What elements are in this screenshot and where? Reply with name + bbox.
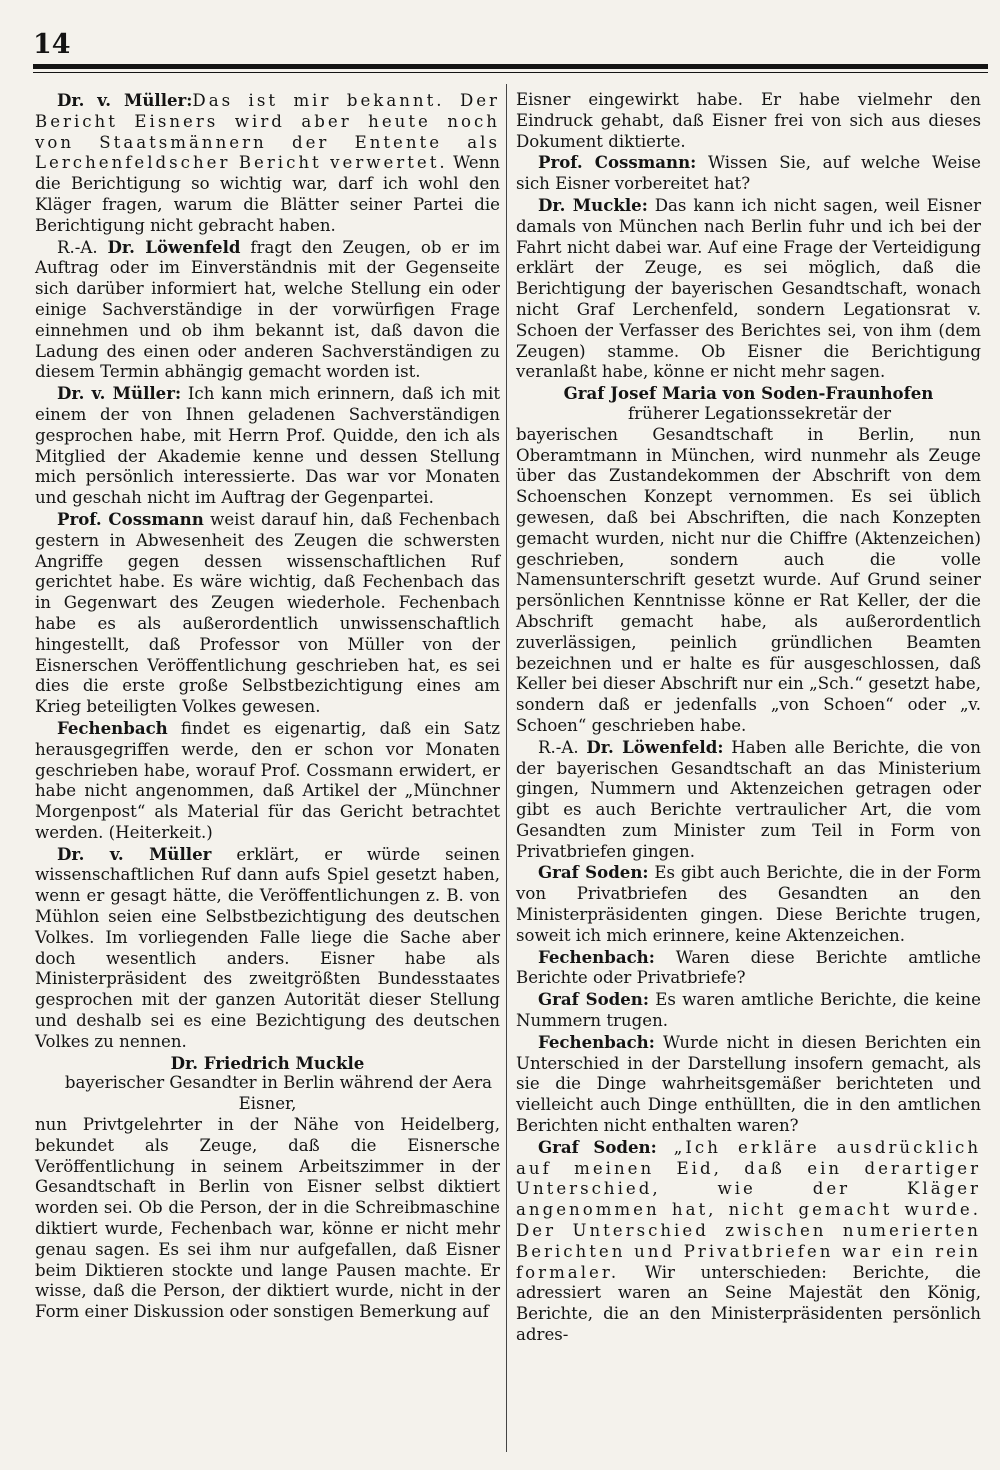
paragraph [516, 1032, 981, 1137]
paragraph-text: Haben alle Berichte, die von der bayerischen Gesandtschaft an das Ministerium gingen, Nummern und Aktenzeichen getragen oder gibt es auch Berichte vertraulicher Art, die vom Gesandten zum Minister zum Teil in Form von Privatbriefen gingen. [516, 737, 981, 861]
paragraph-text: nun Privtgelehrter in der Nähe von Heidelberg, bekundet als Zeuge, daß die Eisnersche Veröffentlichung in seinem Arbeitszimmer in der Gesandtschaft in Berlin von Eisner selbst diktiert worden sei. Ob die Person, der in die Schreibmaschine diktiert wurde, Fechenbach war, könne er nicht mehr genau sagen. Es sei ihm nur aufgefallen, daß Eisner beim Diktieren stockte und lange Pausen machte. Er wisse, daß die Person, der diktiert wurde, nicht in der Form einer Diskussion oder sonstigen Bemerkung auf [35, 1115, 500, 1322]
paragraph-text: Das kann ich nicht sagen, weil Eisner damals von München nach Berlin fuhr und ich bei der Fahrt nicht dabei war. Auf eine Frage der Verteidigung erklärt der Zeuge, es sei möglich, daß die Berichtigung der bayerischen Gesandtschaft, wonach nicht Graf Lerchenfeld, sondern Legationsrat v. Schoen der Verfasser des Berichtes sei, von ihm (dem Zeugen) stamme. Ob Eisner die Berichtigung veranlaßt habe, könne er nicht mehr sagen. [516, 195, 981, 382]
speaker-name: Dr. Löwenfeld: [586, 736, 724, 757]
paragraph [516, 90, 981, 152]
header-rule [33, 64, 988, 69]
page-number: 14 [33, 29, 71, 60]
speaker-name: Prof. Cossmann [57, 508, 204, 529]
speaker-name: Dr. Muckle: [538, 194, 648, 215]
paragraph [35, 383, 500, 509]
speaker-prefix: R.-A. [538, 737, 587, 757]
column-divider [506, 84, 507, 1452]
paragraph [35, 1115, 500, 1323]
paragraph [516, 195, 981, 383]
witness-heading: Graf Josef Maria von Soden-Fraunhofen [563, 383, 934, 404]
paragraph-text: Wir unterschieden: Berichte, die adressiert waren an Seine Majestät den König, Berichte, die an den Ministerpräsidenten persönlich adres- [516, 1262, 981, 1345]
emphasized-text: Das ist mir bekannt. Der Bericht Eisners wird aber heute noch von Staatsmännern der Entente als Lerchenfeldscher Bericht verwertet. [35, 91, 500, 173]
header-rule-thin [33, 72, 988, 73]
speaker-name: Fechenbach: [538, 946, 655, 967]
paragraph-text: erklärt, er würde seinen wissenschaftlichen Ruf dann aufs Spiel gesetzt haben, wenn er gesagt hätte, die Veröffentlichungen z. B. von Mühlon seien eine Selbstbezichtigung des deutschen Volkes. Im vorliegenden Falle liege die Sache aber doch wesentlich anders. Eisner habe als Ministerpräsident des zweitgrößten Bundesstaates gesprochen mit der ganzen Autorität dieser Stellung und deshalb sei es eine Bezichtigung des deutschen Volkes zu nennen. [35, 844, 500, 1051]
paragraph [516, 737, 981, 863]
emphasized-text: „Ich erkläre ausdrücklich auf meinen Eid, daß ein derartiger Unterschied, wie der Kläger angenommen hat, nicht gemacht wurde. Der Unterschied zwischen numerierten Berichten und Privatbriefen war ein rein formaler. [516, 1137, 982, 1282]
paragraph-text: Waren diese Berichte amtliche Berichte oder Privatbriefe? [516, 947, 981, 988]
speaker-name: Dr. v. Müller [57, 843, 212, 864]
witness-subheading: bayerischer Gesandter in Berlin während der Aera Eisner, [64, 1073, 493, 1114]
speaker-name: Graf Soden: [538, 862, 649, 883]
right-column [516, 90, 981, 1346]
paragraph-text: Es waren amtliche Berichte, die keine Nummern trugen. [516, 990, 982, 1031]
paragraph [35, 90, 500, 237]
paragraph [516, 1137, 981, 1346]
paragraph-text: Wissen Sie, auf welche Weise sich Eisner vorbereitet hat? [516, 153, 981, 194]
paragraph [35, 844, 500, 1053]
speaker-name: Fechenbach [57, 717, 168, 738]
speaker-name: Graf Soden: [538, 989, 649, 1010]
paragraph-text: Eisner eingewirkt habe. Er habe vielmehr den Eindruck gehabt, daß Eisner frei von sich aus dieses Dokument diktierte. [516, 90, 981, 151]
paragraph-text: bayerischen Gesandtschaft in Berlin, nun Oberamtmann in München, wird nunmehr als Zeuge über das Zustandekommen der Abschrift von dem Schoenschen Konzept vernommen. Es sei üblich gewesen, daß bei Abschriften, die nach Konzepten gemacht wurden, nicht nur die Chiffre (Aktenzeichen) geschrieben, sondern auch die volle Namensunterschrift gesetzt wurde. Auf Grund seiner persönlichen Kenntnisse könne er Rat Keller, der die Abschrift gemacht habe, als außerordentlich zuverlässigen, peinlich gründlichen Beamten bezeichnen und er halte es für ausgeschlossen, daß Keller bei dieser Abschrift nur ein „Sch.“ gesetzt habe, sondern daß er jedenfalls „von Schoen“ oder „v. Schoen“ geschrieben habe. [516, 424, 981, 735]
speaker-name: Dr. Löwenfeld [107, 236, 241, 257]
paragraph-text: findet es eigenartig, daß ein Satz herausgegriffen werde, den er schon vor Monaten geschrieben habe, worauf Prof. Cossmann erwidert, er habe nicht angenommen, daß Artikel der „Münchner Morgenpost“ als Material für das Gericht betrachtet werden. (Heiterkeit.) [35, 718, 500, 842]
paragraph-text: Es gibt auch Berichte, die in der Form von Privatbriefen des Gesandten an den Ministerpräsidenten gingen. Diese Berichte trugen, soweit ich mich erinnere, keine Aktenzeichen. [516, 863, 981, 945]
paragraph-text: weist darauf hin, daß Fechenbach gestern in Abwesenheit des Zeugen die schwersten Angriffe gegen dessen wissenschaftlichen Ruf gerichtet habe. Es wäre wichtig, daß Fechenbach das in Gegenwart des Zeugen wiederhole. Fechenbach habe es als außerordentlich unwissenschaftlich hingestellt, daß Professor von Müller von der Eisnerschen Veröffentlichung geschrieben hat, es sei dies die erste große Selbstbezichtigung eines am Krieg beteiligten Volkes gewesen. [35, 509, 500, 717]
paragraph [35, 718, 500, 844]
speaker-name: Fechenbach: [538, 1031, 655, 1052]
paragraph-text: fragt den Zeugen, ob er im Auftrag oder im Einverständnis mit der Gegenseite sich darüber informiert hat, welche Stellung ein oder einige Sachverständige in der vorwürfigen Frage einnehmen und ob ihm bekannt ist, daß davon die Ladung des einen oder anderen Sachverständigen zu diesem Termin abhängig gemacht worden ist. [35, 237, 500, 382]
witness-heading: Dr. Friedrich Muckle [170, 1052, 365, 1073]
speaker-prefix: R.-A. [57, 237, 108, 257]
speaker-name: Dr. v. Müller: [57, 383, 182, 404]
paragraph-text: Wenn die Berichtigung so wichtig war, darf ich wohl den Kläger fragen, warum die Blätter seiner Partei die Berichtigung nicht gebracht haben. [35, 153, 500, 235]
paragraph [516, 425, 981, 737]
paragraph-text: Ich kann mich erinnern, daß ich mit einem der von Ihnen geladenen Sachverständigen gesprochen habe, mit Herrn Prof. Quidde, den ich als Mitglied der Akademie kenne und dessen Stellung mich persönlich interessierte. Das war vor Monaten und geschah nicht im Auftrag der Gegenpartei. [35, 384, 500, 508]
speaker-name: Graf Soden: [538, 1136, 657, 1157]
speaker-name: Dr. v. Müller: [57, 90, 193, 110]
witness-subheading: früherer Legationssekretär der [627, 403, 892, 423]
paragraph [35, 509, 500, 718]
left-column [35, 90, 500, 1323]
paragraph [516, 152, 981, 195]
paragraph [516, 862, 981, 946]
paragraph-text: Wurde nicht in diesen Berichten ein Unterschied in der Darstellung insofern gemacht, als sie die Dinge wahrheitsgemäßer berichteten und vielleicht auch Dinge enthüllten, die in den amtlichen Berichten nicht enthalten waren? [516, 1032, 981, 1136]
paragraph [516, 947, 981, 990]
paragraph [35, 237, 500, 384]
speaker-name: Prof. Cossmann: [538, 152, 697, 173]
paragraph [516, 989, 981, 1032]
